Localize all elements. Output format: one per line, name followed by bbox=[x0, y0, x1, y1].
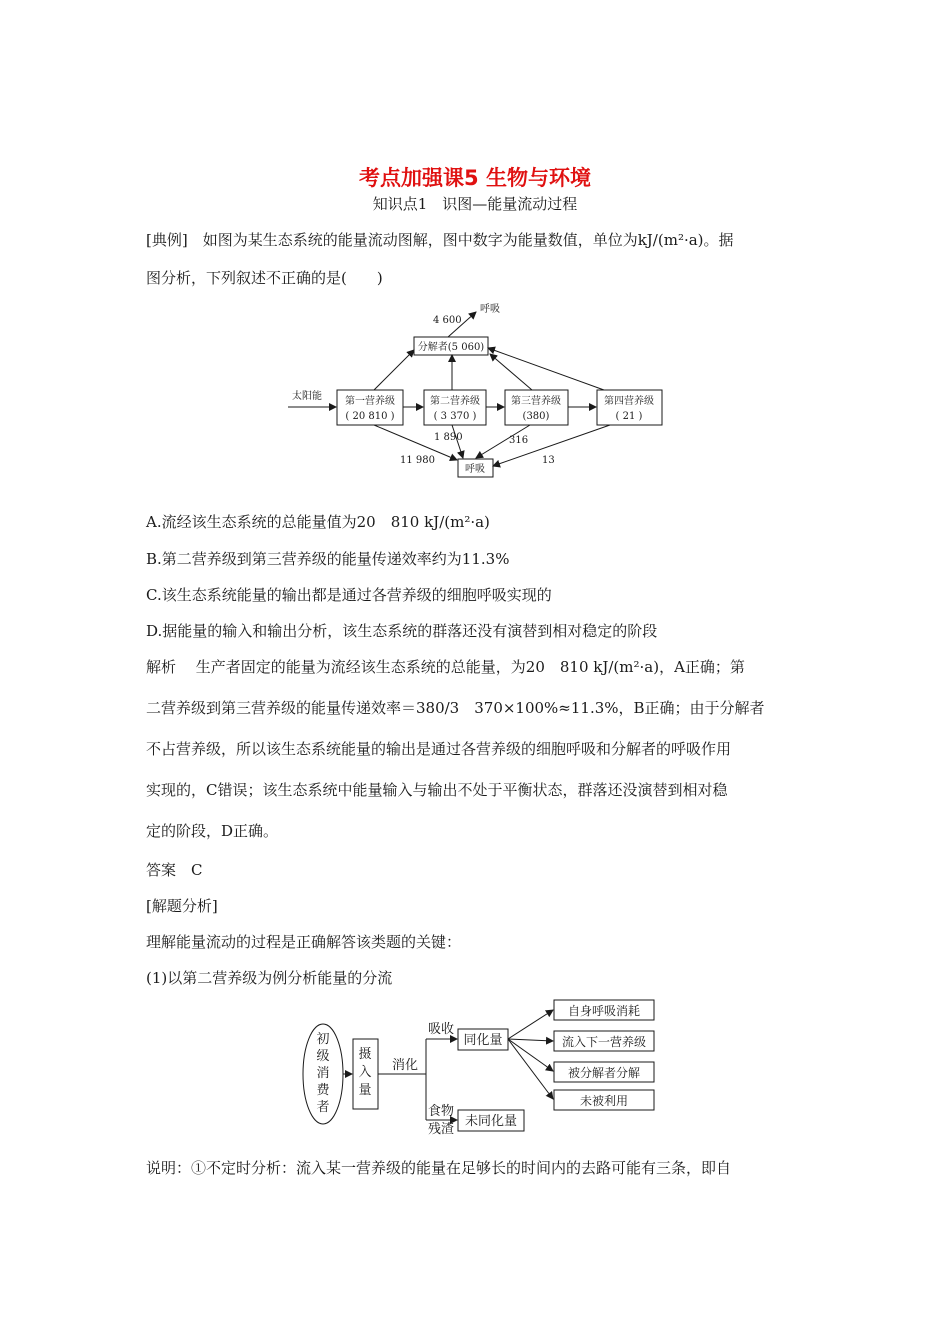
bottom-respiration-box-label: 呼吸 bbox=[465, 464, 485, 475]
analysis-header: [解题分析] bbox=[146, 897, 218, 915]
analysis-line-1: 解析 生产者固定的能量为流经该生态系统的总能量，为20 810 kJ/(m²·a)，A正确；第 bbox=[146, 658, 745, 676]
consumer-char-4: 费 bbox=[316, 1083, 330, 1098]
level-2-value: ( 3 370 ) bbox=[433, 411, 477, 422]
decomposer-respiration-value: 4 600 bbox=[433, 315, 462, 326]
digest-label: 消化 bbox=[392, 1058, 419, 1073]
resp-value-1: 11 980 bbox=[400, 455, 435, 466]
level-3-name: 第三营养级 bbox=[511, 396, 561, 407]
resp-value-2: 1 890 bbox=[434, 432, 463, 443]
sun-label: 太阳能 bbox=[292, 391, 322, 402]
analysis-line-4: 实现的，C错误；该生态系统中能量输入与输出不处于平衡状态，群落还没演替到相对稳 bbox=[146, 781, 728, 799]
energy-partition-diagram bbox=[298, 995, 668, 1140]
option-c: C.该生态系统能量的输出都是通过各营养级的细胞呼吸实现的 bbox=[146, 586, 552, 604]
note-line: 说明：①不定时分析：流入某一营养级的能量在足够长的时间内的去路可能有三条，即自 bbox=[146, 1159, 732, 1177]
consumer-char-1: 初 bbox=[316, 1032, 330, 1047]
level-4-value: ( 21 ) bbox=[615, 411, 643, 422]
absorb-label: 吸收 bbox=[428, 1022, 455, 1037]
level-4-name: 第四营养级 bbox=[604, 396, 654, 407]
resp-value-4: 13 bbox=[542, 455, 555, 466]
food-label-2: 残渣 bbox=[428, 1122, 455, 1137]
consumer-char-2: 级 bbox=[316, 1049, 330, 1064]
analysis-line-5: 定的阶段，D正确。 bbox=[146, 822, 279, 840]
intake-char-2: 入 bbox=[358, 1065, 372, 1080]
question-line-2: 图分析，下列叙述不正确的是( ) bbox=[146, 269, 383, 287]
level-1-value: ( 20 810 ) bbox=[345, 411, 395, 422]
level-2-name: 第二营养级 bbox=[430, 396, 480, 407]
food-label-1: 食物 bbox=[428, 1104, 455, 1119]
intake-char-3: 量 bbox=[358, 1083, 372, 1098]
intake-char-1: 摄 bbox=[358, 1047, 372, 1062]
decomposer-box-label: 分解者(5 060) bbox=[417, 342, 485, 353]
output-decomposer: 被分解者分解 bbox=[567, 1066, 641, 1080]
energy-flow-diagram bbox=[280, 300, 680, 485]
output-respiration: 自身呼吸消耗 bbox=[567, 1004, 641, 1018]
decomposer-respiration-label: 呼吸 bbox=[480, 304, 500, 315]
key-sentence: 理解能量流动的过程是正确解答该类题的关键： bbox=[146, 933, 462, 951]
consumer-char-3: 消 bbox=[316, 1066, 330, 1081]
output-unused: 未被利用 bbox=[579, 1094, 629, 1108]
level-3-value: (380) bbox=[522, 411, 550, 422]
option-b: B.第二营养级到第三营养级的能量传递效率约为11.3% bbox=[146, 550, 510, 568]
assimilated-box-label: 同化量 bbox=[463, 1033, 503, 1048]
level-1-name: 第一营养级 bbox=[345, 396, 395, 407]
analysis-line-2: 二营养级到第三营养级的能量传递效率＝380/3 370×100%≈11.3%，B正确；由于分解者 bbox=[146, 699, 765, 717]
page-title: 考点加强课5 生物与环境 bbox=[359, 166, 591, 190]
output-next-level: 流入下一营养级 bbox=[561, 1035, 647, 1049]
resp-value-3: 316 bbox=[509, 435, 529, 446]
consumer-char-5: 者 bbox=[316, 1100, 330, 1115]
analysis-line-3: 不占营养级，所以该生态系统能量的输出是通过各营养级的细胞呼吸和分解者的呼吸作用 bbox=[146, 740, 732, 758]
sub-heading: (1)以第二营养级为例分析能量的分流 bbox=[146, 969, 393, 987]
option-a: A.流经该生态系统的总能量值为20 810 kJ/(m²·a) bbox=[146, 513, 490, 531]
option-d: D.据能量的输入和输出分析，该生态系统的群落还没有演替到相对稳定的阶段 bbox=[146, 622, 658, 640]
unassimilated-box-label: 未同化量 bbox=[464, 1114, 518, 1129]
question-line-1: [典例] 如图为某生态系统的能量流动图解，图中数字为能量数值，单位为kJ/(m²·a)。据 bbox=[146, 231, 734, 249]
answer: 答案 C bbox=[146, 861, 203, 879]
section-subtitle: 知识点1 识图—能量流动过程 bbox=[372, 195, 578, 213]
